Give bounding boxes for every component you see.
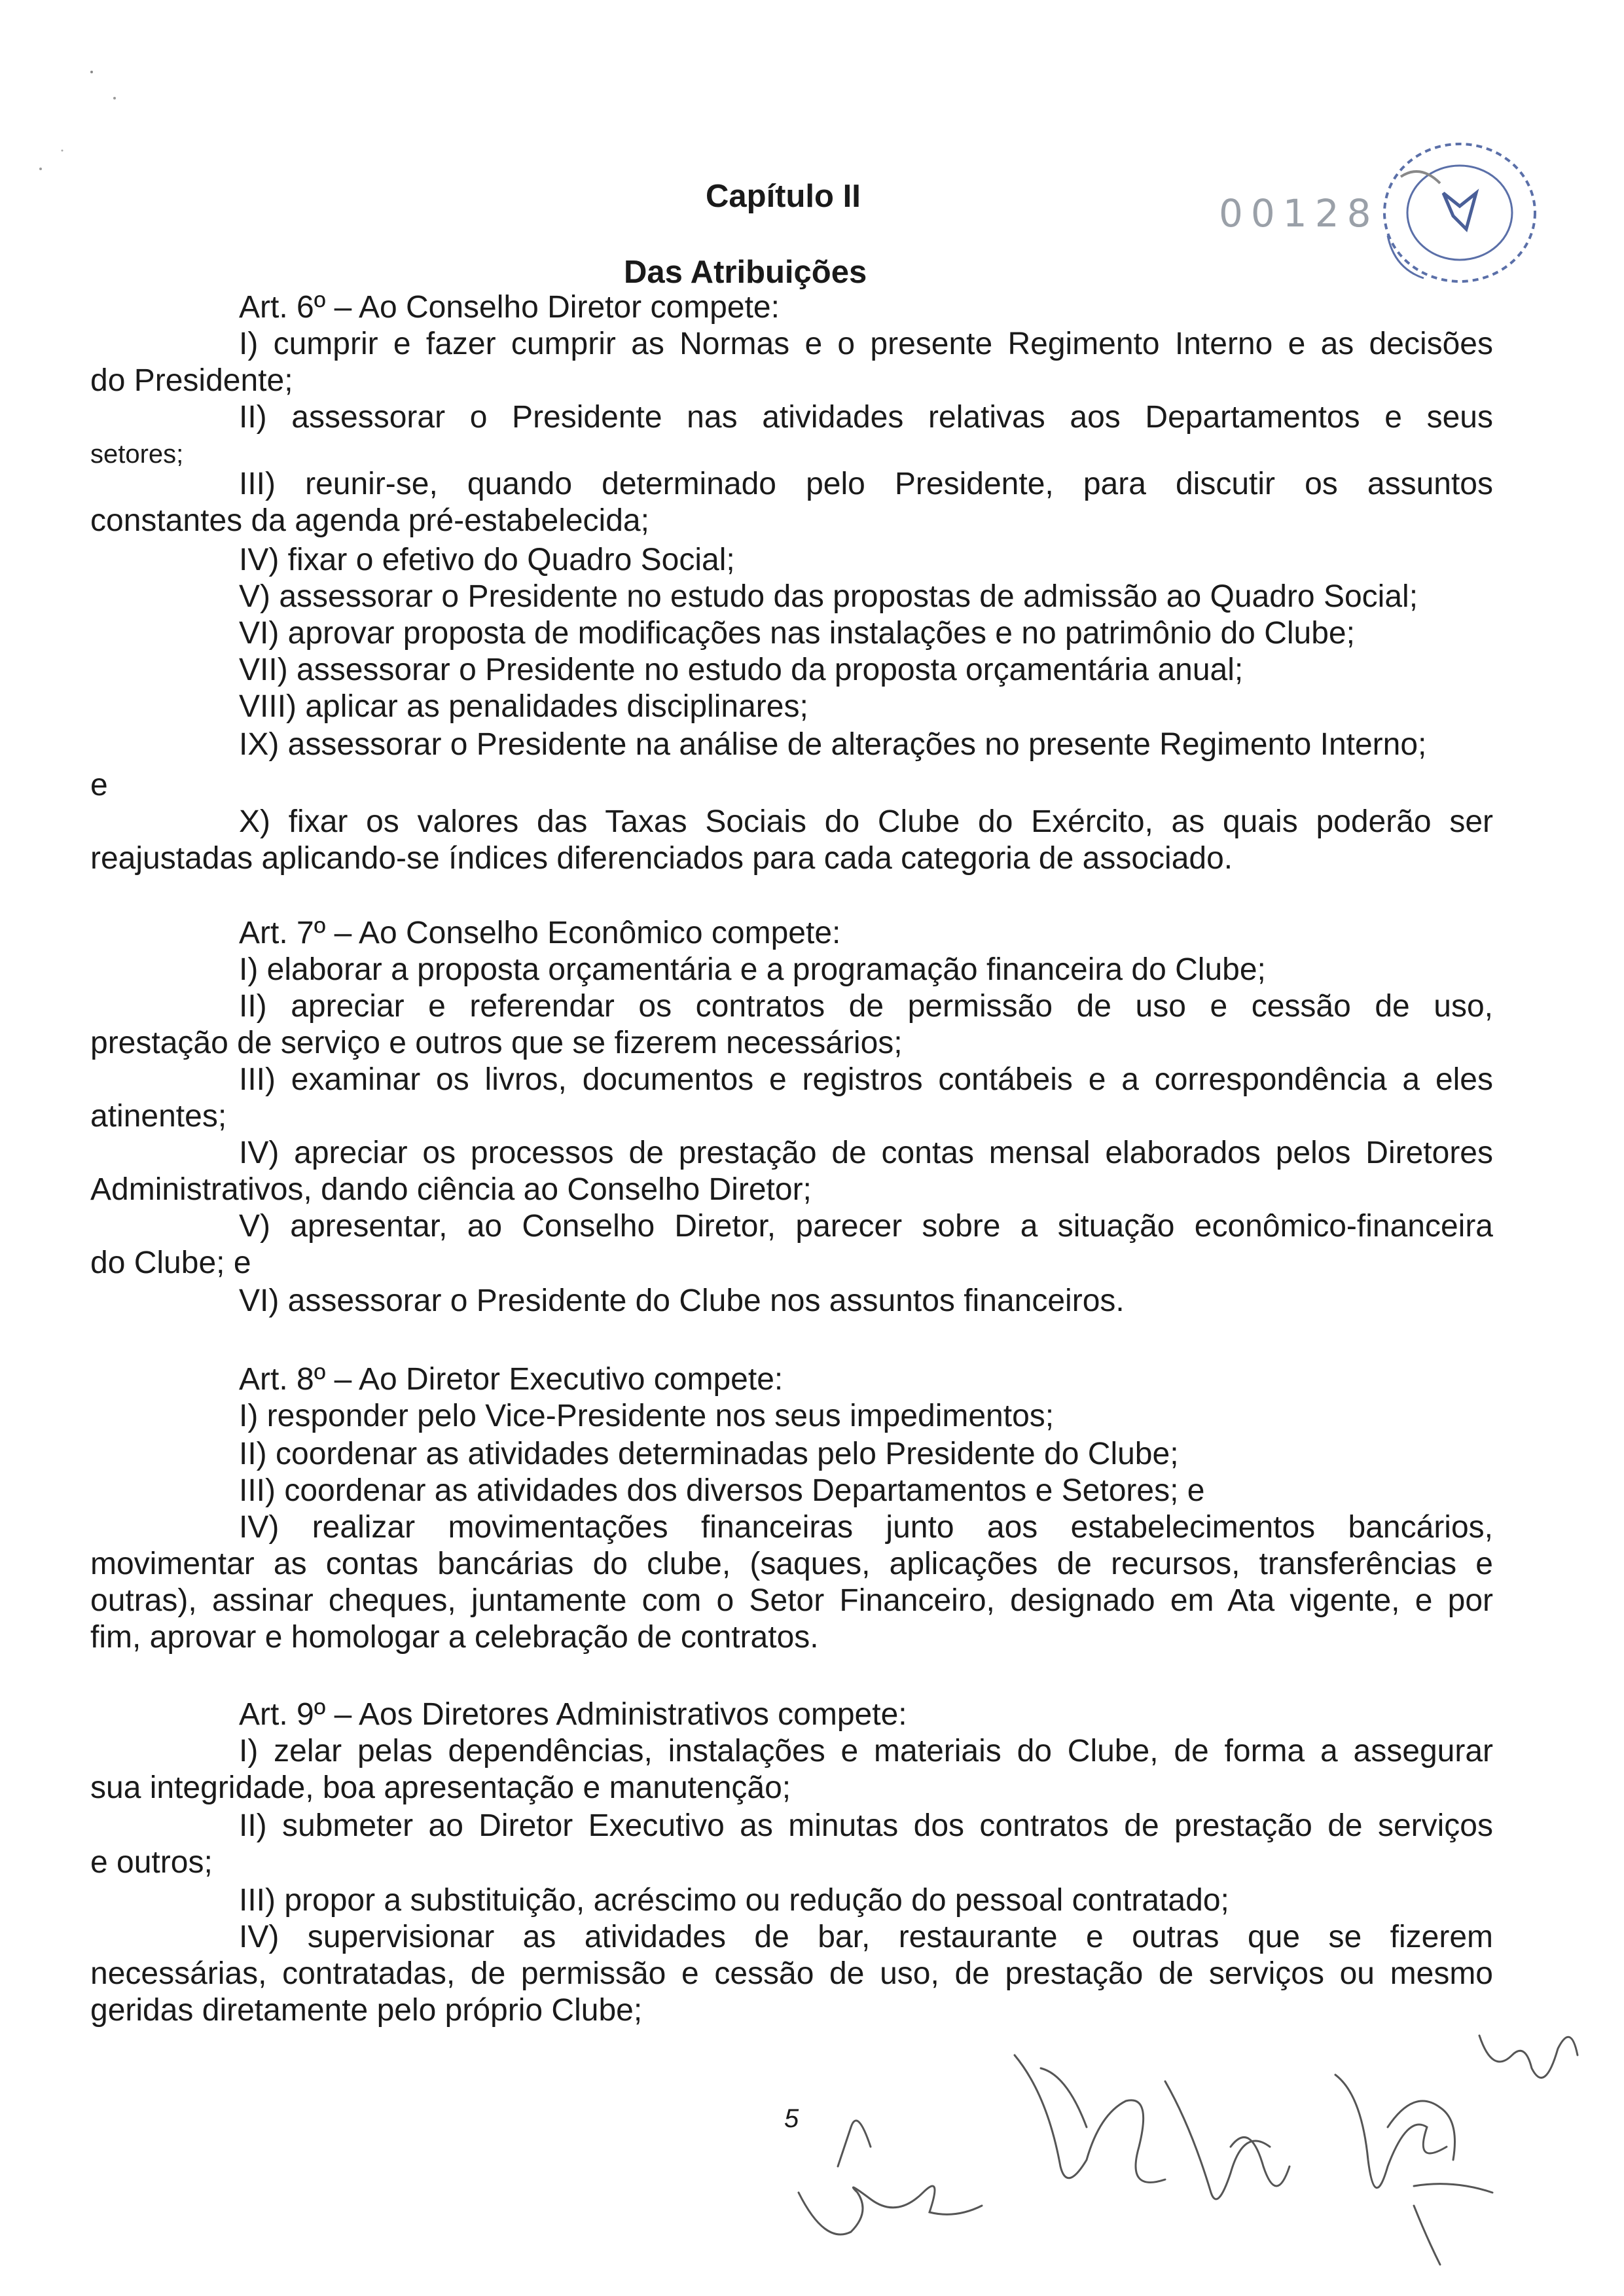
art7-item-5: V) apresentar, ao Conselho Diretor, parecer sobre a situação econômico-financeira	[239, 1209, 1493, 1244]
art8-item-4-cont-1: movimentar as contas bancárias do clube, (saques, aplicações de recursos, transferências e	[90, 1547, 1493, 1581]
art9-item-1: I) zelar pelas dependências, instalações e materiais do Clube, de forma a assegurar	[239, 1734, 1493, 1768]
art7-item-3: III) examinar os livros, documentos e registros contábeis e a correspondência a eles	[239, 1062, 1493, 1097]
art6-title: Art. 6º – Ao Conselho Diretor compete:	[239, 290, 780, 325]
section-heading: Das Atribuições	[624, 255, 867, 290]
art9-item-1-cont: sua integridade, boa apresentação e manutenção;	[90, 1770, 791, 1805]
art6-item-8: VIII) aplicar as penalidades disciplinares;	[239, 689, 808, 724]
art9-item-2-cont: e outros;	[90, 1845, 213, 1880]
art7-title: Art. 7º – Ao Conselho Econômico compete:	[239, 916, 841, 950]
art6-item-3-cont: constantes da agenda pré-estabelecida;	[90, 503, 649, 538]
art7-item-5-cont: do Clube; e	[90, 1246, 251, 1280]
art8-item-4: IV) realizar movimentações financeiras junto aos estabelecimentos bancários,	[239, 1510, 1493, 1545]
art7-item-4-cont: Administrativos, dando ciência ao Conselho Diretor;	[90, 1172, 812, 1207]
art8-item-1: I) responder pelo Vice-Presidente nos seus impedimentos;	[239, 1399, 1055, 1433]
art8-item-3: III) coordenar as atividades dos diversos Departamentos e Setores; e	[239, 1473, 1205, 1508]
art7-item-2-cont: prestação de serviço e outros que se fizerem necessários;	[90, 1026, 903, 1060]
art9-item-3: III) propor a substituição, acréscimo ou redução do pessoal contratado;	[239, 1883, 1229, 1918]
art8-title: Art. 8º – Ao Diretor Executivo compete:	[239, 1362, 784, 1397]
art7-item-6: VI) assessorar o Presidente do Clube nos assuntos financeiros.	[239, 1283, 1125, 1318]
handwritten-signatures	[759, 1996, 1584, 2271]
art6-item-10: X) fixar os valores das Taxas Sociais do Clube do Exército, as quais poderão ser	[239, 804, 1493, 839]
art7-item-2: II) apreciar e referendar os contratos de permissão de uso e cessão de uso,	[239, 989, 1493, 1024]
notary-seal-stamp	[1362, 137, 1558, 308]
art6-item-5: V) assessorar o Presidente no estudo das propostas de admissão ao Quadro Social;	[239, 579, 1418, 614]
art8-item-4-cont-3: fim, aprovar e homologar a celebração de contratos.	[90, 1620, 819, 1655]
art6-item-4: IV) fixar o efetivo do Quadro Social;	[239, 543, 735, 577]
art8-item-4-cont-2: outras), assinar cheques, juntamente com o Setor Financeiro, designado em Ata vigente, e por	[90, 1583, 1493, 1618]
art6-item-9: IX) assessorar o Presidente na análise de alterações no presente Regimento Interno;	[239, 727, 1427, 762]
art9-item-4-cont-1: necessárias, contratadas, de permissão e cessão de uso, de prestação de serviços ou mesmo	[90, 1956, 1493, 1991]
art6-item-2-cont: setores;	[90, 440, 184, 469]
art8-item-2: II) coordenar as atividades determinadas pelo Presidente do Clube;	[239, 1437, 1179, 1471]
art7-item-4: IV) apreciar os processos de prestação de contas mensal elaborados pelos Diretores	[239, 1136, 1493, 1170]
art9-title: Art. 9º – Aos Diretores Administrativos compete:	[239, 1697, 907, 1732]
art6-item-7: VII) assessorar o Presidente no estudo da proposta orçamentária anual;	[239, 653, 1244, 687]
art6-item-9-cont: e	[90, 768, 108, 802]
art6-item-6: VI) aprovar proposta de modificações nas instalações e no patrimônio do Clube;	[239, 616, 1355, 651]
stamp-number: 00128	[1219, 191, 1379, 236]
art6-item-2: II) assessorar o Presidente nas atividades relativas aos Departamentos e seus	[239, 400, 1493, 435]
art7-item-3-cont: atinentes;	[90, 1099, 227, 1134]
art6-item-10-cont: reajustadas aplicando-se índices diferenciados para cada categoria de associado.	[90, 841, 1233, 876]
art7-item-1: I) elaborar a proposta orçamentária e a programação financeira do Clube;	[239, 952, 1266, 987]
art9-item-2: II) submeter ao Diretor Executivo as minutas dos contratos de prestação de serviços	[239, 1808, 1493, 1843]
chapter-heading: Capítulo II	[706, 179, 861, 214]
art6-item-3: III) reunir-se, quando determinado pelo Presidente, para discutir os assuntos	[239, 467, 1493, 501]
scan-speckles	[0, 0, 131, 196]
page-number: 5	[784, 2104, 799, 2133]
art9-item-4-cont-2: geridas diretamente pelo próprio Clube;	[90, 1993, 643, 2028]
art6-item-1-cont: do Presidente;	[90, 363, 293, 398]
art9-item-4: IV) supervisionar as atividades de bar, restaurante e outras que se fizerem	[239, 1920, 1493, 1954]
art6-item-1: I) cumprir e fazer cumprir as Normas e o presente Regimento Interno e as decisões	[239, 327, 1493, 361]
